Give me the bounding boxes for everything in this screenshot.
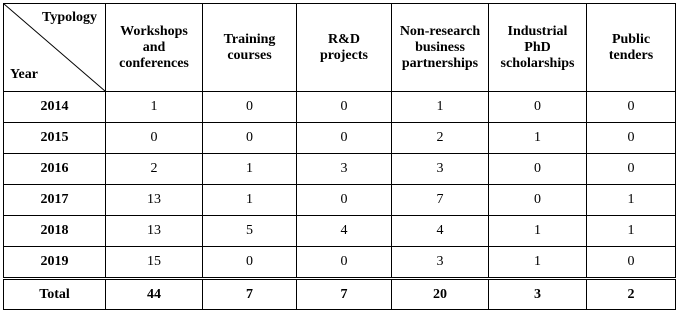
table-cell: 0 <box>489 92 587 123</box>
table-cell: 3 <box>392 247 489 279</box>
table-row <box>4 216 676 247</box>
column-header-rd: R&D projects <box>297 4 392 92</box>
row-year: 2015 <box>4 123 106 154</box>
table-cell: 3 <box>392 154 489 185</box>
total-cell: 7 <box>203 279 297 310</box>
table-cell: 0 <box>297 247 392 279</box>
table-cell: 1 <box>489 216 587 247</box>
table-cell: 4 <box>297 216 392 247</box>
table-cell: 0 <box>297 92 392 123</box>
column-header-phd: Industrial PhD scholarships <box>489 4 587 92</box>
table-cell: 7 <box>392 185 489 216</box>
table-cell: 0 <box>106 123 203 154</box>
header-row <box>4 4 676 92</box>
table-row <box>4 247 676 279</box>
table-cell: 1 <box>203 185 297 216</box>
row-year: 2014 <box>4 92 106 123</box>
table-cell: 3 <box>297 154 392 185</box>
table-cell: 2 <box>106 154 203 185</box>
table-cell: 0 <box>203 123 297 154</box>
total-cell: 7 <box>297 279 392 310</box>
table-row <box>4 92 676 123</box>
total-label: Total <box>4 279 106 310</box>
table-cell: 4 <box>392 216 489 247</box>
table-cell: 0 <box>587 123 676 154</box>
table-cell: 1 <box>489 247 587 279</box>
table-cell: 1 <box>203 154 297 185</box>
column-header-tenders: Public tenders <box>587 4 676 92</box>
column-header-partnerships: Non-research business partnerships <box>392 4 489 92</box>
table-cell: 13 <box>106 185 203 216</box>
typology-label: Typology <box>42 10 97 25</box>
total-cell: 3 <box>489 279 587 310</box>
table-cell: 0 <box>489 154 587 185</box>
table-cell: 1 <box>392 92 489 123</box>
table-cell: 1 <box>587 185 676 216</box>
table-cell: 0 <box>297 123 392 154</box>
column-header-training: Training courses <box>203 4 297 92</box>
corner-header-cell <box>4 4 106 92</box>
table-cell: 2 <box>392 123 489 154</box>
total-row <box>4 279 676 310</box>
table-cell: 0 <box>297 185 392 216</box>
row-year: 2018 <box>4 216 106 247</box>
table-cell: 5 <box>203 216 297 247</box>
table-row <box>4 185 676 216</box>
total-cell: 2 <box>587 279 676 310</box>
table-cell: 1 <box>106 92 203 123</box>
table-cell: 0 <box>587 92 676 123</box>
table-cell: 0 <box>203 92 297 123</box>
table-cell: 0 <box>489 185 587 216</box>
table-row <box>4 123 676 154</box>
table-cell: 0 <box>587 247 676 279</box>
row-year: 2019 <box>4 247 106 279</box>
table-cell: 0 <box>587 154 676 185</box>
row-year: 2016 <box>4 154 106 185</box>
column-header-workshops: Workshops and conferences <box>106 4 203 92</box>
table-cell: 1 <box>587 216 676 247</box>
year-label: Year <box>10 67 38 82</box>
table-cell: 13 <box>106 216 203 247</box>
table-cell: 15 <box>106 247 203 279</box>
total-cell: 20 <box>392 279 489 310</box>
typology-by-year-table <box>3 3 676 310</box>
table-cell: 1 <box>489 123 587 154</box>
table-row <box>4 154 676 185</box>
total-cell: 44 <box>106 279 203 310</box>
row-year: 2017 <box>4 185 106 216</box>
table-cell: 0 <box>203 247 297 279</box>
